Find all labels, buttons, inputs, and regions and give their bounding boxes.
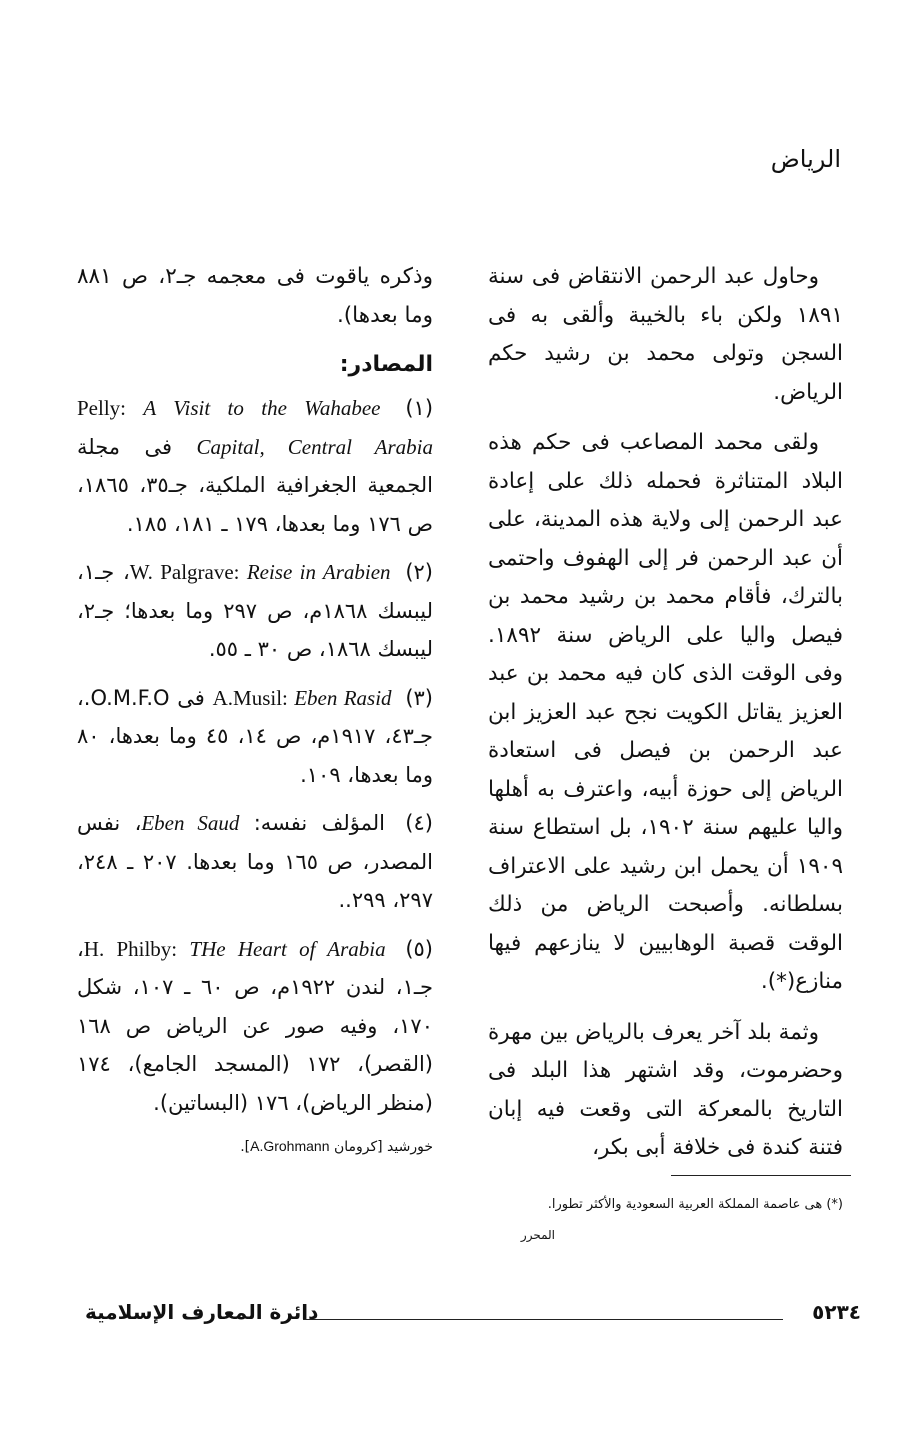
source-title: Eben Saud <box>141 811 240 835</box>
paragraph: وذكره ياقوت فى معجمه جـ٢، ص ٨٨١ وما بعدها). <box>77 264 434 328</box>
source-details: جـ١، لندن ١٩٢٢م، ص ٦٠ ـ ١٠٧، شكل ١٧٠، وفيه صور عن الرياض ص ١٦٨ (القصر)، ١٧٢ (المسجد الجامع)، ١٧٤ (منظر الرياض)، ١٧٦ (البساتين). <box>77 975 433 1115</box>
source-connector: ، <box>122 560 130 584</box>
footnote-text: (*) هى عاصمة المملكة العربية السعودية والأكثر تطورا. <box>547 1197 843 1212</box>
source-number: (٢) <box>405 560 433 584</box>
paragraph: ولقى محمد المصاعب فى حكم هذه البلاد المتناثرة فحمله ذلك على إعادة عبد الرحمن إلى ولاية هذه المدينة، على أن عبد الرحمن فر إلى الهفوف واحتمى بالترك، فأقام محمد بن رشيد محمد بن فيصل واليا على الرياض سنة ١٨٩٢. وفى الوقت الذى كان فيه محمد بن عبد العزيز يقاتل الكويت نجح عبد العزيز ابن عبد الرحمن بن فيصل فى استعادة الرياض إلى حوزة أبيه، واعترف به أهلها واليا عليهم سنة ١٩٠٢، بل استطاع سنة ١٩٠٩ أن يحمل ابن رشيد على الاعتراف بسلطانه. وأصبحت الرياض من ذلك الوقت قصبة الوهابيين لا ينازعهم فيها منازع(*). <box>488 430 843 994</box>
source-number: (٣) <box>405 685 433 710</box>
source-author: A.Musil: <box>212 685 288 710</box>
source-details: مجلة الجمعية الجغرافية الملكية، جـ٣٥، ١٨٦٥، ص ١٧٦ وما بعدها، ١٧٩ ـ ١٨١، ١٨٥. <box>77 434 433 536</box>
article-author: خورشيد [كرومان A.Grohmann]. <box>240 1138 433 1155</box>
source-connector: فى <box>144 434 173 459</box>
source-details: جـ١، ليبسك ١٨٦٨م، ص ٢٩٧ وما بعدها؛ جـ٢، ليبسك ١٨٦٨، ص ٣٠ ـ ٥٥. <box>77 560 433 661</box>
footnote-signature: المحرر <box>520 1228 555 1242</box>
sources-heading: المصادر: <box>339 352 433 377</box>
source-title: THe Heart of Arabia <box>189 936 386 961</box>
page-number: ٥٢٣٤ <box>812 1300 861 1324</box>
article-author-arabic: خورشيد [كرومان <box>333 1139 433 1155</box>
right-column <box>488 258 843 1180</box>
source-number: (٥) <box>405 936 433 961</box>
footnote-divider <box>671 1175 851 1176</box>
source-author: W. Palgrave: <box>129 560 240 584</box>
source-entry <box>77 389 433 543</box>
source-details: نفس المصدر، ص ١٦٥ وما بعدها. ٢٠٧ ـ ٢٤٨، ٢٩٧، ٢٩٩.. <box>77 811 433 912</box>
source-entry <box>77 553 433 669</box>
source-number: (١) <box>405 396 434 420</box>
source-connector: ، <box>77 936 84 961</box>
source-author: H. Philby: <box>83 936 178 961</box>
source-author: المؤلف نفسه: <box>253 811 385 835</box>
publication-title: دائرة المعارف الإسلامية <box>85 1300 319 1324</box>
source-number: (٤) <box>405 811 433 835</box>
source-title: Eben Rasid <box>294 685 392 710</box>
source-entry <box>77 679 433 795</box>
article-author-latin: A.Grohmann <box>250 1138 330 1154</box>
source-title: A Visit to the Wahabee Capital, Central Arabia <box>143 396 433 459</box>
running-head: الرياض <box>770 145 841 173</box>
source-entry <box>77 804 433 920</box>
source-title: Reise in Arabien <box>246 560 391 584</box>
paragraph: وثمة بلد آخر يعرف بالرياض بين مهرة وحضرموت، وقد اشتهر هذا البلد فى التاريخ بالمعركة التى وقعت فيه إبان فتنة كندة فى خلافة أبى بكر، <box>488 1019 843 1160</box>
source-connector: فى O.M.F.O. <box>83 685 205 710</box>
left-column <box>77 258 433 1157</box>
source-details: ، جـ٤٣، ١٩١٧م، ص ١٤، ٤٥ وما بعدها، ٨٠ وما بعدها، ١٠٩. <box>77 685 434 787</box>
source-entry <box>77 930 433 1123</box>
paragraph: وحاول عبد الرحمن الانتقاض فى سنة ١٨٩١ ولكن باء بالخيبة وألقى به فى السجن وتولى محمد بن رشيد حكم الرياض. <box>488 264 843 405</box>
source-author: Pelly: <box>77 396 127 420</box>
footer-divider <box>303 1319 783 1320</box>
source-connector: ، <box>134 811 142 835</box>
